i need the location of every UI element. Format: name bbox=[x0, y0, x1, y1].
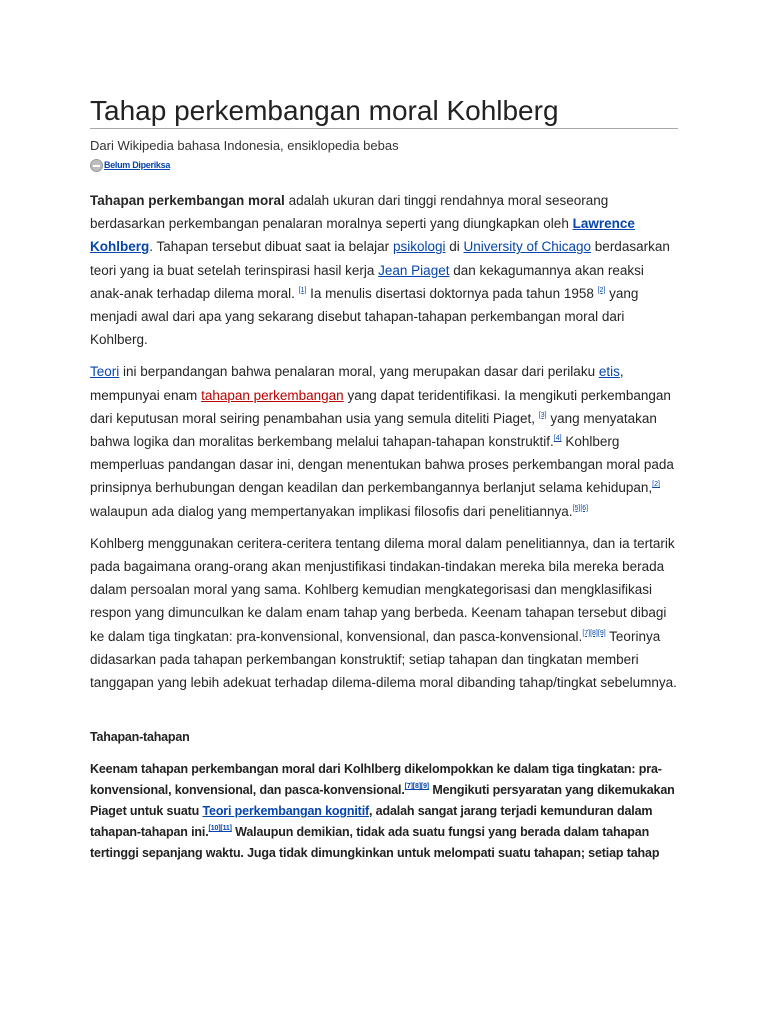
text-run: ini berpandangan bahwa penalaran moral, yang merupakan dasar dari perilaku bbox=[119, 364, 599, 380]
text-run: di bbox=[445, 239, 464, 255]
ref-link[interactable]: [4] bbox=[553, 435, 562, 443]
bold-term: Tahapan perkembangan moral bbox=[90, 193, 285, 208]
article-content bbox=[90, 96, 678, 873]
ref-link[interactable]: [5][6] bbox=[572, 504, 589, 512]
unreviewed-icon bbox=[90, 159, 103, 172]
text-run: . Tahapan tersebut dibuat saat ia belajar bbox=[149, 239, 393, 255]
text-run: Kohlberg menggunakan ceritera-ceritera tentang dilema moral dalam penelitiannya, dan ia tertarik pada bagaimana orang-orang akan menjustifikasi tindakan-tindakan mereka bila mereka berada dalam persoalan moral yang sama. Kohlberg kemudian mengkategorisasi dan mengklasifikasi respon yang dimunculkan ke dalam enam tahap yang berbeda. Keenam tahapan tersebut dibagi ke dalam tiga tingkatan: pra-konvensional, konvensional, dan pasca-konvensional. bbox=[90, 535, 675, 644]
text-run: , adalah sangat jarang terjadi kemunduran dalam tahapan-tahapan ini. bbox=[90, 804, 653, 840]
ref-4[interactable] bbox=[554, 435, 562, 442]
link-tahapan-perkembangan[interactable]: tahapan perkembangan bbox=[201, 387, 344, 403]
review-flag bbox=[90, 157, 678, 173]
ref-link[interactable]: [3] bbox=[538, 411, 547, 419]
stages-paragraph bbox=[90, 759, 678, 864]
link-psikologi[interactable]: psikologi bbox=[392, 239, 446, 255]
link-lawrence-kohlberg[interactable]: Lawrence Kohlberg bbox=[90, 216, 635, 255]
ref-5[interactable] bbox=[652, 481, 660, 488]
text-run: Keenam tahapan perkembangan moral dari Kolhlberg dikelompokkan ke dalam tiga tingkatan: pra-konvensional, konvensional, dan pasca-konvensional. bbox=[90, 762, 662, 798]
text-run: walaupun ada dialog yang mempertanyakan implikasi filosofis dari penelitiannya. bbox=[90, 503, 573, 519]
ref-8[interactable] bbox=[405, 783, 429, 790]
ref-7[interactable] bbox=[582, 630, 605, 637]
text-run: Mengikuti persyaratan yang dikemukakan Piaget untuk suatu bbox=[90, 783, 675, 819]
theory-paragraph bbox=[90, 360, 678, 522]
link-university-of-chicago[interactable]: University of Chicago bbox=[463, 239, 592, 255]
text-run: berdasarkan teori yang ia buat setelah terinspirasi hasil kerja bbox=[90, 239, 670, 278]
ref-6[interactable] bbox=[573, 505, 589, 512]
link-teori-perkembangan-kognitif[interactable]: Teori perkembangan kognitif bbox=[202, 804, 370, 819]
text-run: yang menjadi awal dari apa yang sekarang disebut tahapan-tahapan perkembangan moral dari Kohlberg. bbox=[90, 285, 639, 348]
ref-link[interactable]: [2] bbox=[597, 286, 606, 294]
text-run: dan kekagumannya akan reaksi anak-anak terhadap dilema moral. bbox=[90, 262, 644, 301]
section-heading: Tahapan-tahapan bbox=[90, 730, 190, 745]
ref-link[interactable]: [1] bbox=[298, 286, 307, 294]
method-paragraph bbox=[90, 532, 678, 694]
text-run: , mempunyai enam bbox=[90, 364, 624, 403]
link-jean-piaget[interactable]: Jean Piaget bbox=[378, 262, 450, 278]
link-etis[interactable]: etis bbox=[598, 364, 620, 380]
text-run: adalah ukuran dari tinggi rendahnya moral seseorang berdasarkan perkembangan penalaran moralnya seperti yang diungkapkan oleh bbox=[90, 193, 609, 232]
site-tagline: Dari Wikipedia bahasa Indonesia, ensiklopedia bebas bbox=[90, 138, 399, 153]
text-run: Kohlberg memperluas pandangan dasar ini, dengan menentukan bahwa proses perkembangan moral pada prinsipnya berhubungan dengan keadilan dan perkembangannya berlanjut selama kehidupan, bbox=[90, 434, 674, 496]
link-teori[interactable]: Teori bbox=[90, 364, 120, 380]
text-run: yang dapat teridentifikasi. Ia mengikuti perkembangan dari keputusan moral seiring penambahan usia yang semula diteliti Piaget, bbox=[90, 387, 671, 426]
ref-9[interactable] bbox=[209, 825, 232, 832]
ref-link[interactable]: [7][8][9] bbox=[582, 629, 606, 637]
ref-link[interactable]: [7][8][9] bbox=[404, 783, 429, 791]
text-run: yang menyatakan bahwa logika dan moralitas berkembang melalui tahapan-tahapan konstruktif. bbox=[90, 410, 657, 450]
ref-link[interactable]: [10][11] bbox=[208, 825, 232, 833]
ref-3[interactable] bbox=[539, 412, 547, 419]
unreviewed-link[interactable]: Belum Diperiksa bbox=[104, 160, 171, 170]
text-run: Walaupun demikian, tidak ada suatu fungsi yang berada dalam tahapan tertinggi sepanjang waktu. Juga tidak dimungkinkan untuk melompati suatu tahapan; setiap tahap bbox=[90, 825, 660, 861]
page-title: Tahap perkembangan moral Kohlberg bbox=[90, 96, 678, 129]
ref-link[interactable]: [2] bbox=[652, 481, 660, 489]
text-run: Teorinya didasarkan pada tahapan perkembangan konstruktif; setiap tahapan dan tingkatan memberi tanggapan yang lebih adekuat terhadap dilema-dilema moral dibanding tahap/tingkat sebelumnya. bbox=[90, 628, 677, 691]
text-run: Ia menulis disertasi doktornya pada tahun 1958 bbox=[306, 285, 598, 301]
intro-paragraph bbox=[90, 189, 678, 351]
